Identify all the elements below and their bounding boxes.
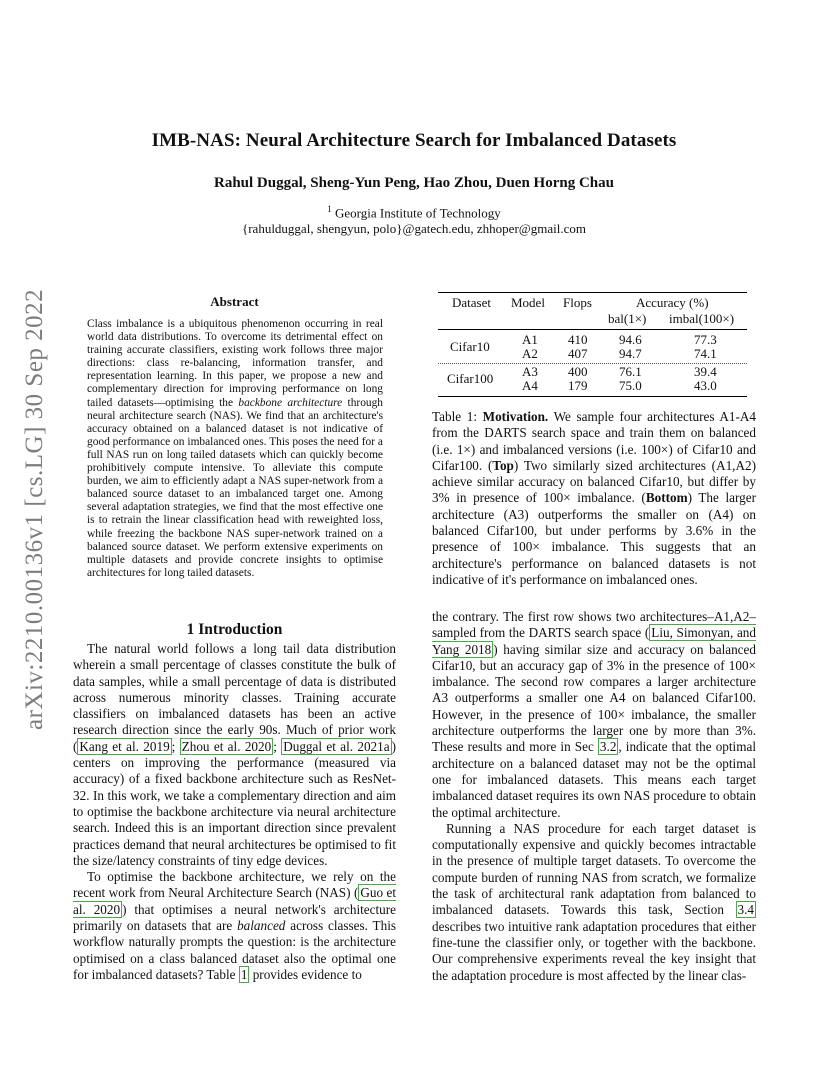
table-bottom-rule — [438, 396, 747, 397]
citation-liu[interactable]: Liu, Simonyan, and Yang 2018 — [432, 625, 756, 657]
paper-title: IMB-NAS: Neural Architecture Search for Imbalanced Datasets — [151, 130, 677, 151]
header-bal: bal(1×) — [608, 311, 647, 326]
table-cell-model: A2 — [522, 346, 538, 361]
section-reference-3-4[interactable]: 3.4 — [737, 902, 754, 918]
right-para2-b: describes two intuitive rank adaptation procedures that either fine-tune the classifier only, or together with the backbone. Our comprehensive experiments reveal the key insight that the adaptation procedure is most affected by the linear clas- — [432, 918, 756, 983]
table-top-rule — [438, 292, 747, 293]
table-cell-flops: 410 — [568, 332, 588, 347]
left-column-text: The natural world follows a long tail data distribution wherein a small percentage of classes constitute the bulk of data samples, while a small percentage of data is distributed across numerous minority classes. Training accurate classifiers on imbalanced datasets has been an active research direction since the early 90s. Much of prior work ( Kang et al. 2019 ; Zhou et al. 2020 ; Duggal et al. 2021a ) centers on improving the performance (measured via accuracy) of a fixed backbone architecture such as ResNet-32. In this work, we take a complementary direction and aim to optimise the backbone architecture via neural architecture search. Indeed this is an important direction since prevalent practices demand that neural architectures be optimised to fit the size/latency constraints of tiny edge devices. To optimise the backbone architecture, we rely on the recent work from Neural Architecture Search (NAS) ( Guo et al. 2020 ) that optimises a neural network's architecture primarily on datasets that are balanced across classes. This workflow naturally prompts the question: is the architecture optimised on a class balanced dataset also the optimal one for imbalanced datasets? Table 1 provides evidence to — [73, 641, 396, 982]
abstract-text-1: Class imbalance is a ubiquitous phenomenon occurring in real world data distributions. To overcome its detrimental effect on training accurate classifiers, existing work follows three major directions: class re-balancing, information transfer, and representation learning. In this paper, we propose a new and complementary direction for improving performance on long tailed datasets—optimising the — [87, 318, 383, 409]
right-para1-a: the contrary. The first row shows two architectures–A1,A2–sampled from the DARTS search space ( — [432, 609, 756, 641]
intro-para1-b: ) centers on improving the performance (measured via accuracy) of a fixed backbone architecture such as ResNet-32. In this work, we take a complementary direction and aim to optimise the backbone architecture via neural architecture search. Indeed this is an important direction since prevalent practices demand that neural architectures be optimised to fit the size/latency constraints of tiny edge devices. — [73, 738, 396, 868]
table-cell-flops: 179 — [568, 378, 588, 393]
table-reference-link[interactable]: 1 — [240, 966, 248, 982]
intro-para2-c: across classes. This workflow naturally prompts the question: is the architecture optimised on a class balanced dataset also the optimal one for imbalanced datasets? Table — [73, 918, 396, 982]
affiliation-block — [0, 201, 828, 237]
caption-text-b: ) Two similarly sized architectures (A1,A2) achieve similar accuracy on balanced Cifar10, but differ by 3% in presence of 100× imbalance. ( — [432, 457, 756, 506]
table-cell-imbal: 77.3 — [694, 332, 717, 347]
caption-bottom: Bottom — [645, 490, 688, 506]
caption-label: Table 1: — [432, 409, 483, 424]
table-dataset-cifar100: Cifar100 — [447, 371, 494, 386]
table-cell-imbal: 74.1 — [694, 346, 717, 361]
table-cell-flops: 407 — [568, 346, 588, 361]
table-caption — [432, 409, 756, 588]
arxiv-identifier: arXiv:2210.00136v1 [cs.LG] 30 Sep 2022 — [21, 288, 48, 730]
affiliation-marker: 1 — [327, 204, 332, 214]
table-header-rule — [438, 329, 747, 330]
citation-guo[interactable]: Guo et al. 2020 — [73, 885, 396, 917]
header-imbal: imbal(100×) — [669, 311, 735, 326]
abstract-body — [87, 318, 383, 580]
right-para2-a: Running a NAS procedure for each target dataset is computationally expensive and quickly becomes intractable in the presence of multiple target datasets. To overcome the compute burden of running NAS from scratch, we formalize the task of architectural rank adaptation from balanced to imbalanced datasets. Towards this task, Section — [432, 820, 756, 918]
table-cell-imbal: 43.0 — [694, 378, 717, 393]
table-cell-flops: 400 — [568, 364, 588, 379]
table-cell-model: A3 — [522, 364, 538, 379]
table-cell-imbal: 39.4 — [694, 364, 717, 379]
header-flops: Flops — [563, 295, 592, 310]
table-dataset-cifar10: Cifar10 — [450, 339, 490, 354]
table-cell-bal: 94.6 — [619, 332, 642, 347]
table-cell-bal: 76.1 — [619, 364, 642, 379]
table-cell-bal: 94.7 — [619, 346, 642, 361]
section-reference-3-2[interactable]: 3.2 — [599, 739, 617, 755]
right-para1-b: ) having similar size and accuracy on balanced Cifar10, but an accuracy gap of 3% in the presence of 100× imbalance. The second row compares a larger architecture A3 outperforms a smaller one A4 on balanced Cifar100. However, in the presence of 100× imbalance, the smaller architecture outperforms the larger one by more than 3%. These results and more in Sec — [432, 641, 756, 755]
intro-para2-emphasis: balanced — [237, 918, 286, 934]
citation-duggal[interactable]: Duggal et al. 2021a — [283, 738, 390, 754]
intro-para2-b: ) that optimises a neural network's architecture primarily on datasets that are — [73, 901, 396, 934]
right-column-text — [432, 609, 756, 984]
caption-top: Top — [492, 457, 514, 473]
section-heading-introduction: 1 Introduction — [186, 621, 283, 638]
header-dataset: Dataset — [452, 295, 491, 310]
author-emails: {rahulduggal, shengyun, polo}@gatech.edu, zhhoper@gmail.com — [241, 221, 586, 237]
table-cell-model: A1 — [522, 332, 538, 347]
abstract-emphasis: backbone architecture — [238, 396, 343, 409]
abstract-heading: Abstract — [210, 294, 259, 309]
citation-zhou[interactable]: Zhou et al. 2020 — [181, 738, 272, 754]
caption-text-c: ) The larger architecture (A3) outperforms the smaller on (A4) on balanced Cifar100, but under performs by 3.6% in the presence of 100× imbalance. This suggests that an architecture's performance on balanced datasets is not indicative of it's performance on imbalanced ones. — [432, 490, 756, 587]
header-model: Model — [511, 295, 545, 310]
intro-para2-a: To optimise the backbone architecture, we rely on the recent work from Neural Architecture Search (NAS) ( — [73, 869, 396, 901]
intro-para1-a: The natural world follows a long tail data distribution wherein a small percentage of classes constitute the bulk of data samples, while a small percentage of data is distributed across numerous minority classes. Training accurate classifiers on imbalanced datasets has been an active research direction since the early 90s. Much of prior work ( — [73, 641, 396, 754]
right-para1-c: , indicate that the optimal architecture on a balanced dataset may not be the optimal one for imbalanced datasets. This means each target imbalanced dataset requires its own NAS procedure to obtain the optimal architecture. — [432, 739, 756, 820]
affiliation-name: Georgia Institute of Technology — [334, 205, 501, 221]
table-cell-bal: 75.0 — [619, 378, 642, 393]
author-names: Rahul Duggal, Sheng-Yun Peng, Hao Zhou, Duen Horng Chau — [214, 175, 614, 191]
abstract-text-2: through neural architecture search (NAS). We find that an architecture's accuracy obtained on a balanced dataset is not indicative of good performance on imbalanced ones. This poses the need for a full NAS run on long tailed datasets which can quickly become prohibitively compute intensive. To alleviate this compute burden, we aim to efficiently adapt a NAS super-network from a balanced source dataset to an imbalanced target one. Among several adaptation strategies, we find that the most effective one is to retrain the linear classification head with reweighted loss, while freezing the backbone NAS super-network trained on a balanced source dataset. We perform extensive experiments on multiple datasets and provide concrete insights to optimise architectures for long tailed datasets. — [87, 396, 383, 579]
caption-text-a: We sample four architectures A1-A4 from the DARTS search space and train them on balanced (i.e. 1×) and imbalanced versions (i.e. 100×) of Cifar10 and Cifar100. ( — [432, 409, 756, 473]
citation-kang[interactable]: Kang et al. 2019 — [79, 738, 170, 754]
author-list — [0, 175, 828, 192]
header-accuracy: Accuracy (%) — [636, 295, 709, 310]
table-cell-model: A4 — [522, 378, 538, 393]
intro-para2-d: provides evidence to — [249, 966, 362, 982]
caption-bold: Motivation. — [482, 409, 549, 424]
